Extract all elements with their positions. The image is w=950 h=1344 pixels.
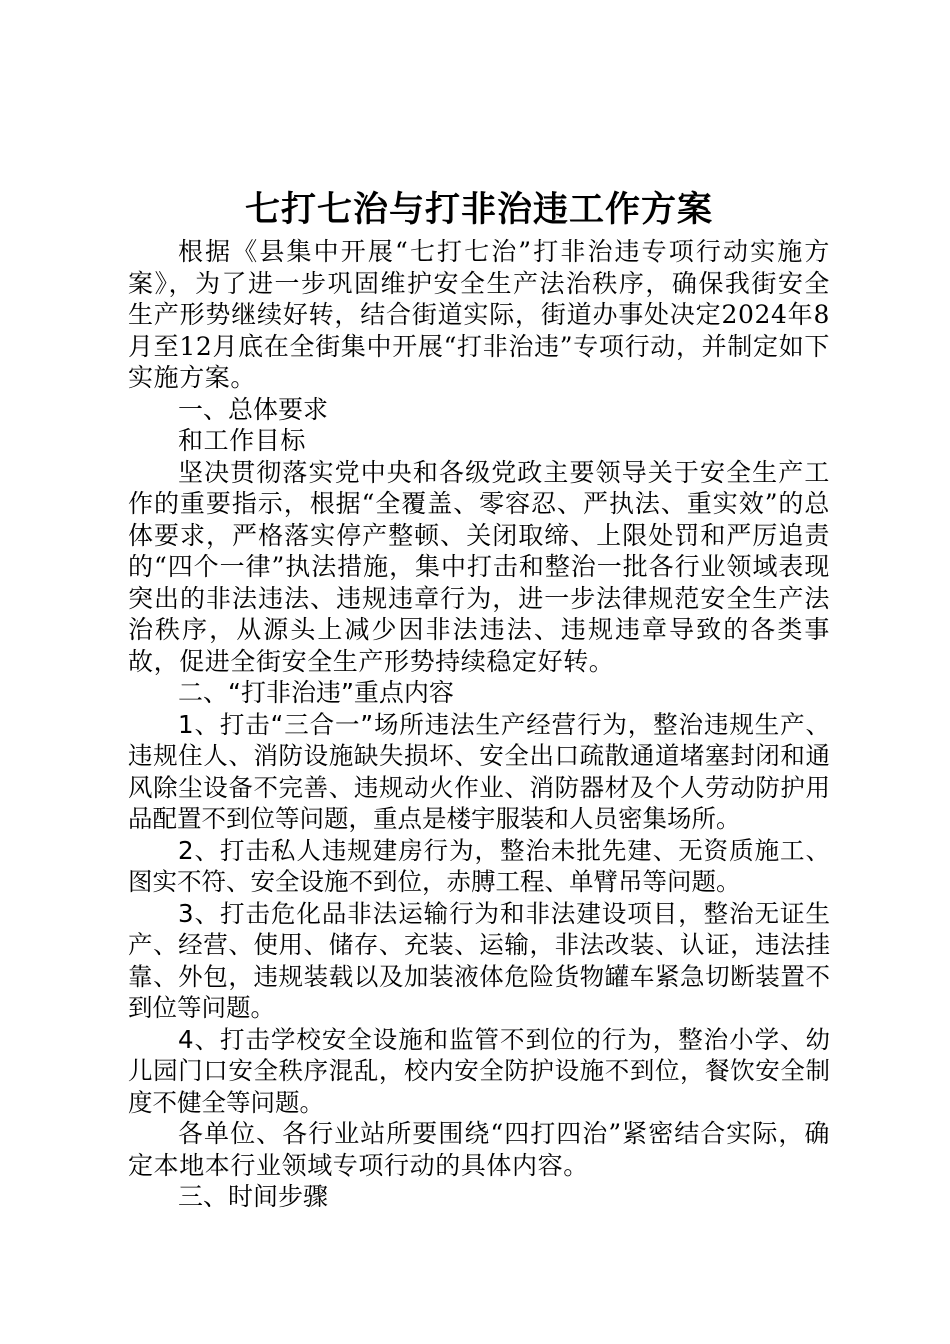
section-1-subheading: 和工作目标 — [178, 426, 307, 455]
document-title: 七打七治与打非治违工作方案 — [244, 189, 713, 230]
section-2-item-1: 1、打击“三合一”场所违法生产经营行为，整治违规生产、违规住人、消防设施缺失损坏、安全出口疏散通道堵塞封闭和通风除尘设备不完善、违规动火作业、消防器材及个人劳动防护用品配置不到位等问题，重点是楼宇服装和人员密集场所。 — [128, 709, 830, 833]
section-2-item-4: 4、打击学校安全设施和监管不到位的行为，整治小学、幼儿园门口安全秩序混乱，校内安全防护设施不到位，餐饮安全制度不健全等问题。 — [128, 1024, 830, 1117]
section-3-heading: 三、时间步骤 — [178, 1182, 329, 1211]
section-1-heading: 一、总体要求 — [178, 394, 329, 424]
section-2-item-3: 3、打击危化品非法运输行为和非法建设项目，整治无证生产、经营、使用、储存、充装、运输，非法改装、认证，违法挂靠、外包，违规装载以及加装液体危险货物罐车紧急切断装置不到位等问题。 — [128, 898, 830, 1022]
intro-paragraph: 根据《县集中开展“七打七治”打非治违专项行动实施方案》，为了进一步巩固维护安全生产法治秩序，确保我街安全生产形势继续好转，结合街道实际，街道办事处决定2024年8月至12月底在全街集中开展“打非治违”专项行动，并制定如下实施方案。 — [128, 237, 830, 392]
section-2-heading: 二、“打非治违”重点内容 — [178, 678, 454, 707]
section-2-item-2: 2、打击私人违规建房行为，整治未批先建、无资质施工、图实不符、安全设施不到位，赤膊工程、单臂吊等问题。 — [128, 835, 830, 896]
section-1-body: 坚决贯彻落实党中央和各级党政主要领导关于安全生产工作的重要指示，根据“全覆盖、零容忍、严执法、重实效”的总体要求，严格落实停产整顿、关闭取缔、上限处罚和严厉追责的“四个一律”执法措施，集中打击和整治一批各行业领域表现突出的非法违法、违规违章行为，进一步法律规范安全生产法治秩序，从源头上减少因非法违法、违规违章导致的各类事故，促进全街安全生产形势持续稳定好转。 — [128, 457, 830, 676]
document-page — [128, 186, 830, 1213]
section-2-closing: 各单位、各行业站所要围绕“四打四治”紧密结合实际，确定本地本行业领域专项行动的具体内容。 — [128, 1119, 830, 1180]
